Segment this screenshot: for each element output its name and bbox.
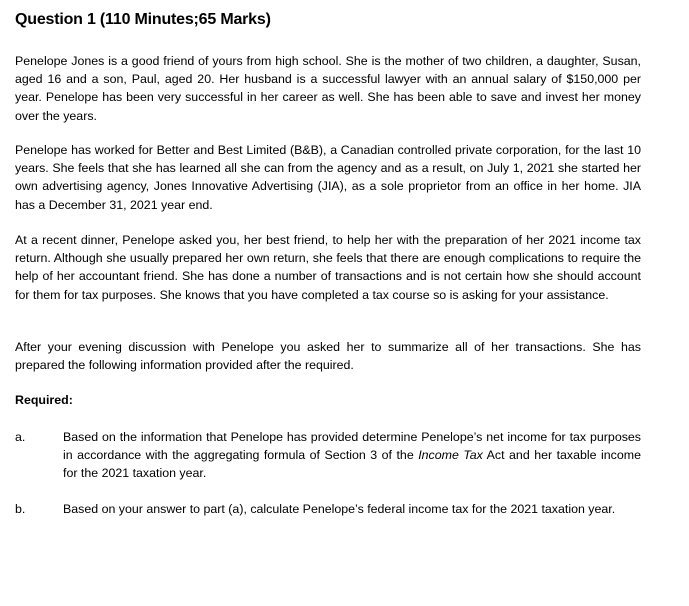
paragraph-business: Penelope has worked for Better and Best Limited (B&B), a Canadian controlled private corporation, for the last 10 years. She feels that she has learned all she can from the agency and as a result, on July 1, 2021 she started her own advertising agency, Jones Innovative Advertising (JIA), as a sole proprietor from an office in her home. JIA has a December 31, 2021 year end. [15, 143, 641, 212]
item-text-a-part2: Act and her taxable income for the 2021 taxation year. [63, 448, 641, 481]
item-text-a-italic: Income Tax [418, 448, 483, 463]
paragraph-background: Penelope Jones is a good friend of yours from high school. She is the mother of two children, a daughter, Susan, aged 16 and a son, Paul, aged 20. Her husband is a successful lawyer with an annual salary of $150,000 per year. Penelope has been very successful in her career as well. She has been able to save and invest her money over the years. [15, 54, 641, 123]
paragraph-summary: After your evening discussion with Penelope you asked her to summarize all of her transactions. She has prepared the following information provided after the required. [15, 340, 641, 373]
item-letter-b: b. [15, 502, 26, 516]
item-text-a [63, 428, 641, 483]
question-title: Question 1 (110 Minutes;65 Marks) [15, 11, 271, 28]
paragraph-request: At a recent dinner, Penelope asked you, her best friend, to help her with the preparation of her 2021 income tax return. Although she usually prepared her own return, she feels that there are enough complications to require the help of her accountant friend. She has done a number of transactions and is not certain how she should account for them for tax purposes. She knows that you have completed a tax course so is asking for your assistance. [15, 233, 641, 302]
required-heading: Required: [15, 393, 73, 407]
item-letter-a: a. [15, 430, 26, 444]
item-text-a-part1: Based on the information that Penelope has provided determine Penelope’s net income for tax purposes in accordance with the aggregating formula of Section 3 of the [63, 430, 641, 463]
item-text-b: Based on your answer to part (a), calculate Penelope’s federal income tax for the 2021 taxation year. [63, 502, 616, 516]
